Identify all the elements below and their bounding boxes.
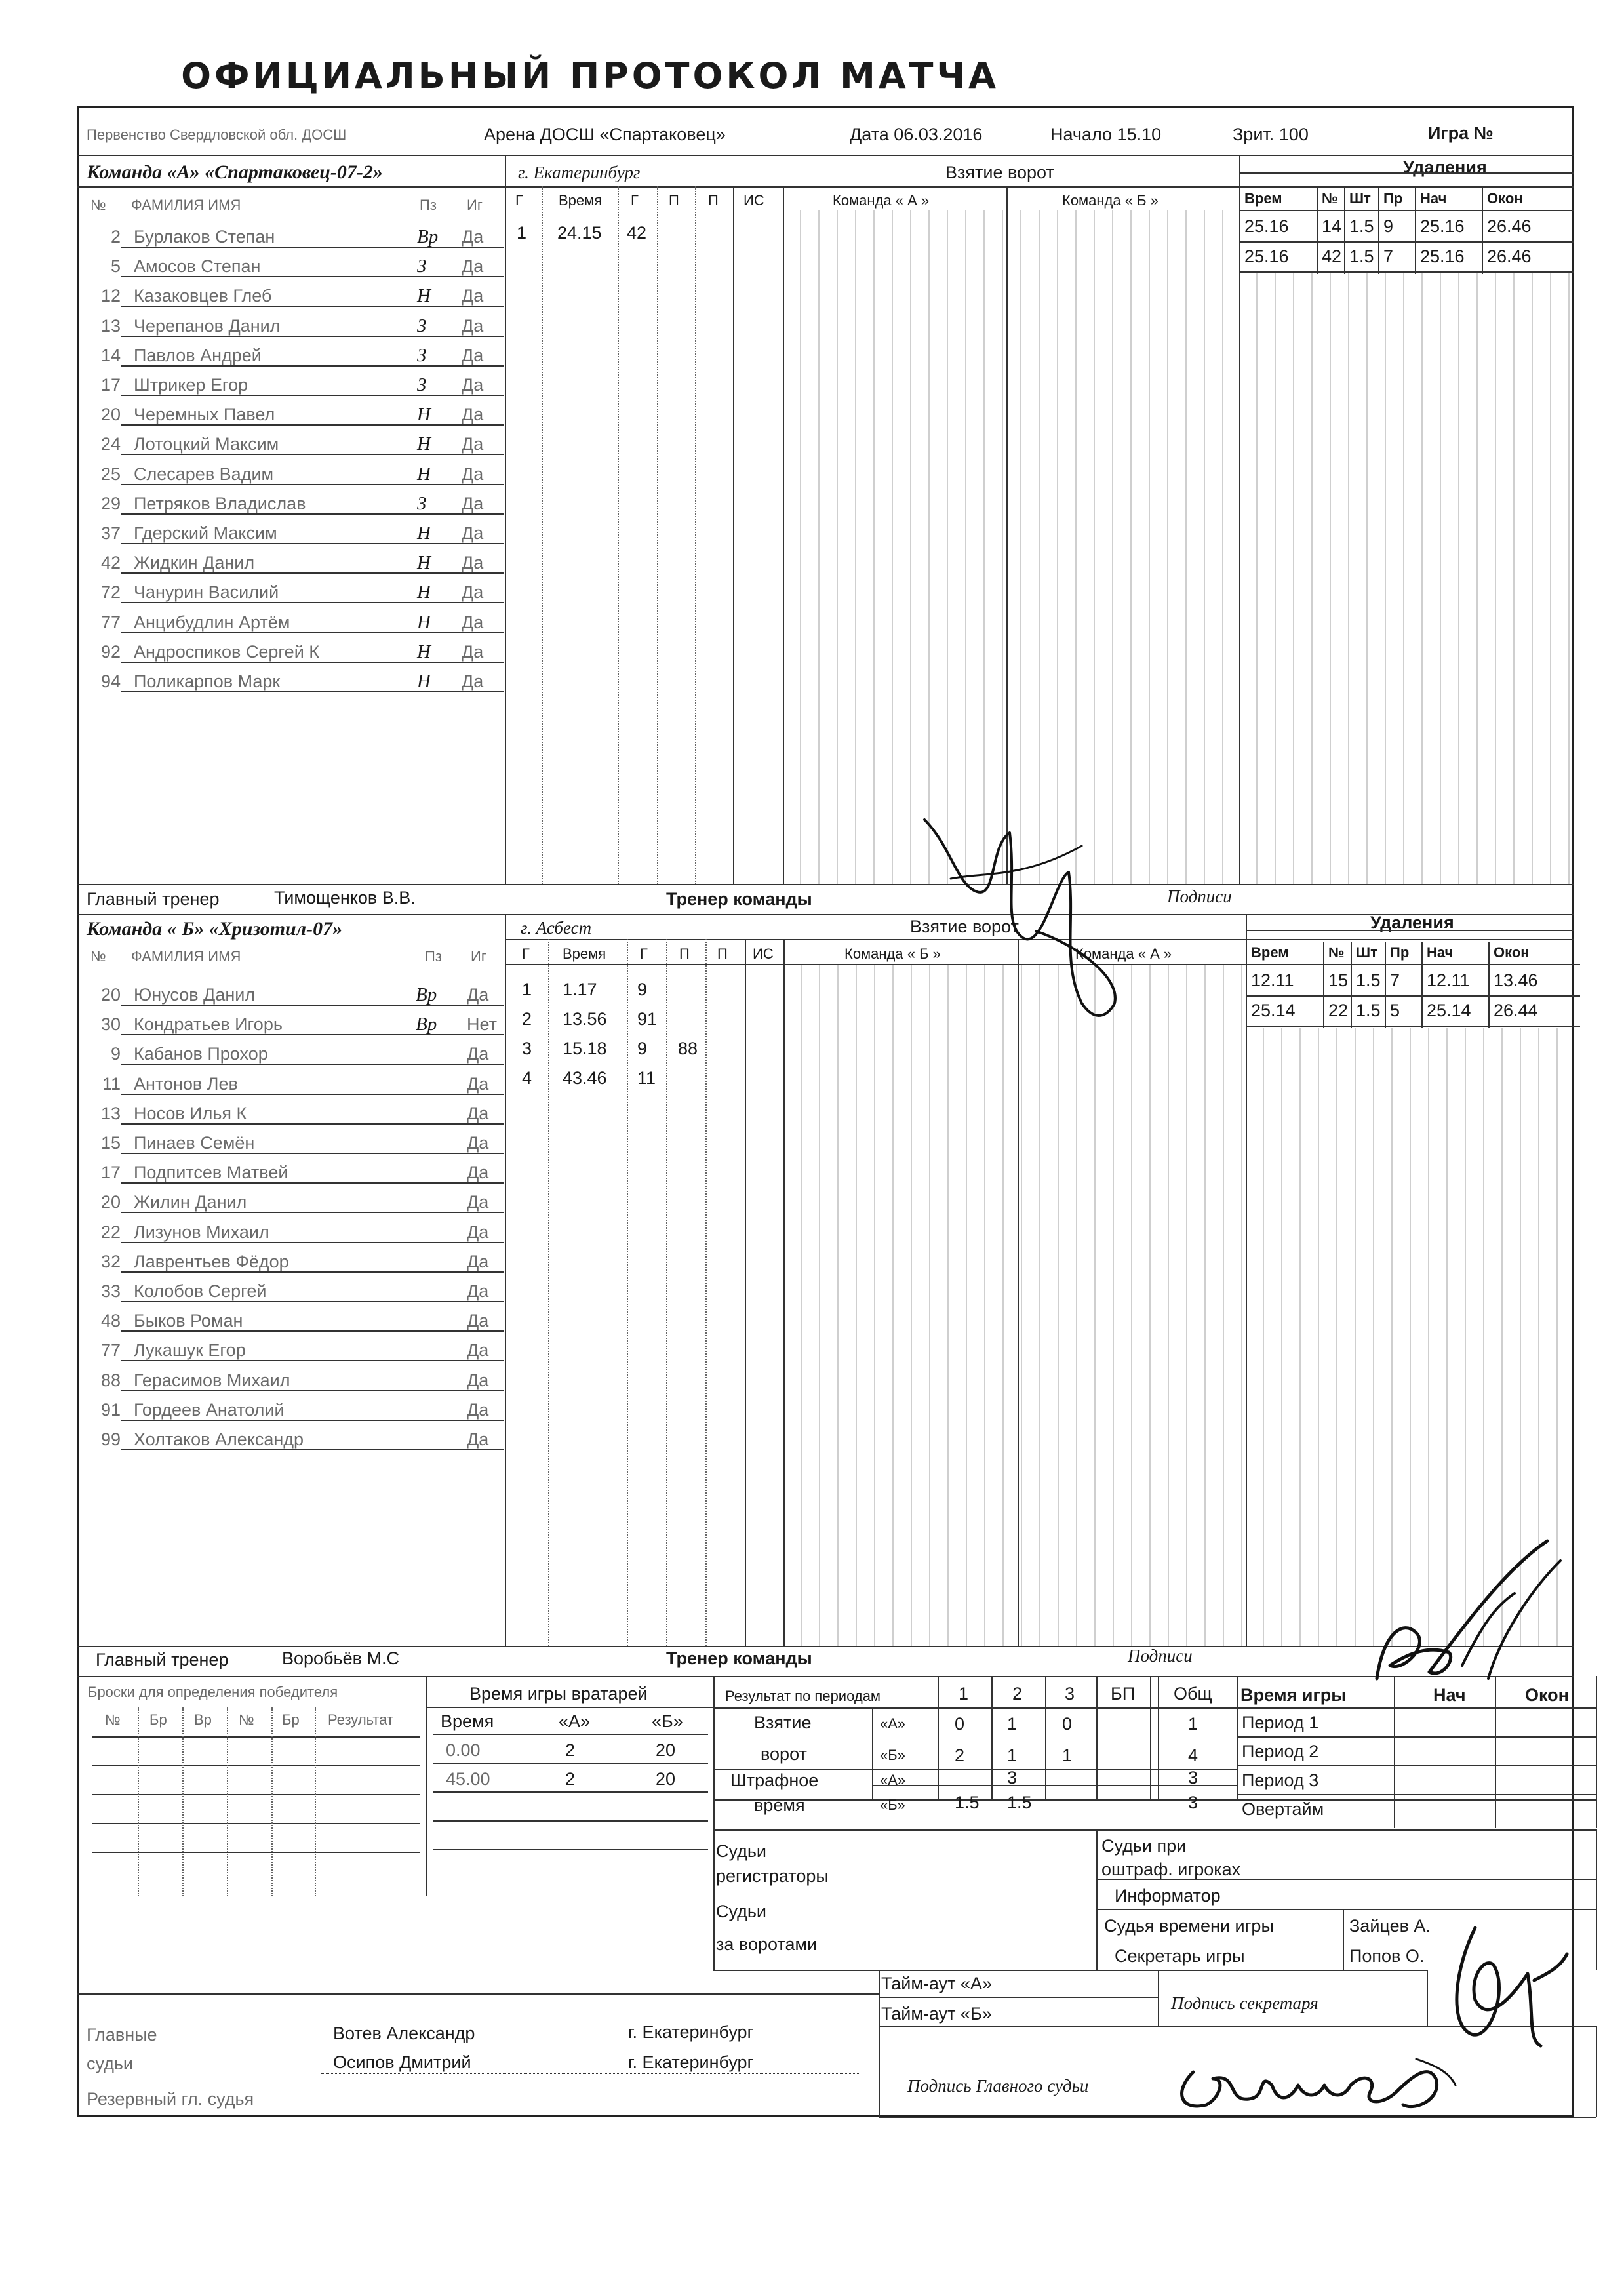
period-value: 1.5 [1007, 1793, 1032, 1812]
player-played: Да [462, 405, 484, 425]
player-name: Павлов Андрей [134, 345, 262, 365]
penalty-reason: 5 [1390, 1001, 1400, 1020]
team-b-city: г. Асбест [521, 918, 592, 938]
goals-team-a-mark: «А» [880, 1715, 906, 1732]
player-name: Петряков Владислав [134, 493, 306, 513]
player-name: Лотоцкий Максим [134, 434, 279, 454]
gk-b: 20 [656, 1769, 676, 1789]
team-a-goal-col-g: Г [515, 192, 523, 209]
player-played: Да [462, 434, 484, 454]
winner-column-header: Бр [282, 1711, 300, 1728]
goals-team-b-mark: «Б» [880, 1747, 905, 1763]
game-period-label: Период 1 [1242, 1713, 1319, 1732]
player-name: Пинаев Семён [134, 1133, 255, 1153]
coach-signature-b [1364, 1528, 1574, 1698]
player-position: З [417, 256, 427, 277]
player-name: Андроспиков Сергей К [134, 641, 319, 662]
period-column-header: БП [1111, 1684, 1136, 1704]
team-a-goal-team-b: Команда « Б » [1062, 192, 1159, 209]
player-position: Н [417, 285, 431, 307]
penalty-column-header: Шт [1349, 190, 1371, 207]
player-position: Вр [417, 226, 439, 247]
goals-label-2: ворот [761, 1744, 807, 1764]
period-value: 4 [1188, 1746, 1198, 1765]
team-b-penalties-header: Удаления [1370, 913, 1454, 932]
team-a-col-pos: Пз [420, 197, 437, 213]
penalty-column-header: Пр [1383, 190, 1403, 207]
penalty-time: 25.16 [1244, 216, 1289, 236]
penalty-column-header: № [1322, 190, 1338, 207]
timeout-a: Тайм-аут «А» [881, 1974, 993, 1993]
player-played: Да [462, 553, 484, 573]
spectators: Зрит. 100 [1233, 125, 1309, 144]
championship: Первенство Свердловской обл. ДОСШ [87, 127, 347, 143]
team-b-goal-team-a: Команда « А » [1075, 946, 1172, 962]
penalty-judges-2: оштраф. игроках [1101, 1860, 1241, 1879]
penalty-num: 15 [1328, 970, 1349, 990]
player-name: Холтаков Александр [134, 1429, 304, 1449]
player-name: Антонов Лев [134, 1073, 238, 1094]
period-value: 1.5 [955, 1793, 980, 1812]
player-name: Анцибудлин Артём [134, 612, 290, 632]
player-played: Да [462, 286, 484, 306]
player-name: Жилин Данил [134, 1192, 247, 1212]
ref1-city: г. Екатеринбург [628, 2022, 754, 2042]
player-number: 91 [100, 1399, 121, 1420]
player-position: Вр [416, 984, 437, 1005]
player-name: Герасимов Михаил [134, 1370, 290, 1390]
period-value: 0 [1062, 1714, 1073, 1734]
player-position: З [417, 492, 427, 514]
timekeeper-label: Судья времени игры [1104, 1916, 1274, 1936]
player-name: Лаврентьев Фёдор [134, 1251, 289, 1271]
start-time: Начало 15.10 [1050, 125, 1162, 144]
period-column-header: Общ [1174, 1684, 1212, 1704]
team-a-coach: Тимощенков В.В. [274, 888, 416, 908]
player-number: 17 [100, 1163, 121, 1183]
player-position: Н [417, 641, 431, 662]
penalty-num: 14 [1322, 216, 1342, 236]
goal-number: 1 [522, 980, 532, 999]
goal-number: 1 [517, 223, 527, 243]
player-number: 11 [102, 1073, 121, 1094]
team-b-goal-col-assist1: П [679, 946, 690, 962]
goal-time: 15.18 [563, 1039, 607, 1058]
team-b-goal-col-strength: ИС [753, 946, 774, 962]
player-played: Да [462, 375, 484, 395]
player-name: Лизунов Михаил [134, 1222, 269, 1242]
winner-column-header: Бр [149, 1711, 167, 1728]
team-b-team-coach-label: Тренер команды [666, 1648, 812, 1668]
penalty-end: 26.44 [1494, 1001, 1538, 1020]
penalty-end: 26.46 [1487, 216, 1532, 236]
player-played: Да [467, 1163, 489, 1183]
player-number: 72 [100, 582, 121, 603]
player-number: 29 [100, 493, 121, 513]
player-number: 20 [100, 405, 121, 425]
player-number: 32 [100, 1251, 121, 1271]
team-a-sign-label: Подписи [1167, 887, 1232, 906]
player-played: Да [467, 1222, 489, 1242]
player-position: Вр [416, 1014, 437, 1035]
penalty-num: 22 [1328, 1001, 1349, 1020]
player-played: Да [467, 1281, 489, 1301]
penalty-column-header: Нач [1420, 190, 1447, 207]
player-played: Да [467, 1429, 489, 1449]
pen-label-2: время [754, 1795, 805, 1815]
game-period-label: Овертайм [1242, 1799, 1324, 1819]
document-title: ОФИЦИАЛЬНЫЙ ПРОТОКОЛ МАТЧА [181, 55, 999, 96]
winner-column-header: Вр [194, 1711, 212, 1728]
player-played: Да [467, 1311, 489, 1331]
player-number: 30 [100, 1014, 121, 1035]
team-a-goal-team-a: Команда « А » [833, 192, 930, 209]
goal-time: 43.46 [563, 1068, 607, 1088]
player-number: 5 [110, 256, 121, 277]
player-position: Н [417, 523, 431, 544]
player-played: Нет [467, 1014, 497, 1035]
player-name: Колобов Сергей [134, 1281, 267, 1301]
player-position: Н [417, 463, 431, 485]
player-played: Да [467, 1103, 489, 1123]
player-position: Н [417, 433, 431, 455]
penalty-start: 25.16 [1420, 247, 1465, 266]
penalty-min: 1.5 [1356, 970, 1381, 990]
game-number: Игра № [1428, 123, 1494, 143]
pen-team-a-mark: «А» [880, 1772, 906, 1788]
goal-time: 24.15 [557, 223, 602, 243]
player-number: 15 [100, 1133, 121, 1153]
player-position: Н [417, 552, 431, 574]
coach-signature-a [911, 807, 1147, 1043]
winner-column-header: № [239, 1711, 254, 1728]
player-name: Лукашук Егор [134, 1340, 246, 1361]
team-b-coach: Воробьёв М.С [282, 1648, 399, 1668]
penalty-column-header: Окон [1487, 190, 1523, 207]
team-a-goal-col-scorer: Г [631, 192, 639, 209]
player-played: Да [467, 1370, 489, 1390]
goal-scorer: 91 [637, 1009, 658, 1029]
penalty-start: 12.11 [1427, 970, 1470, 990]
chief-referee-signature [1167, 2033, 1469, 2125]
team-b-col-played: Иг [471, 948, 486, 965]
time-col-start: Нач [1433, 1685, 1466, 1705]
team-b-col-num: № [90, 948, 106, 965]
period-value: 1 [1062, 1746, 1073, 1765]
period-column-header: 2 [1012, 1684, 1023, 1704]
team-a-penalties-header: Удаления [1403, 157, 1487, 177]
team-a-goal-col-strength: ИС [743, 192, 764, 209]
winner-column-header: Результат [328, 1711, 394, 1728]
period-value: 3 [1188, 1793, 1198, 1812]
team-b-goal-col-g: Г [522, 946, 530, 962]
goal-scorer: 42 [627, 223, 647, 243]
penalty-column-header: Пр [1390, 944, 1410, 961]
player-played: Да [462, 671, 484, 691]
penalty-min: 1.5 [1349, 247, 1374, 266]
time-header: Время игры [1240, 1685, 1347, 1705]
player-name: Поликарпов Марк [134, 671, 281, 691]
team-b-col-pos: Пз [425, 948, 442, 965]
player-number: 20 [100, 1192, 121, 1212]
gk-a: 2 [565, 1769, 576, 1789]
goal-number: 4 [522, 1068, 532, 1088]
player-number: 24 [100, 434, 121, 454]
player-number: 92 [100, 641, 121, 662]
gk-col-a: «А» [559, 1711, 591, 1731]
gk-col-time: Время [441, 1711, 494, 1731]
time-col-end: Окон [1525, 1685, 1569, 1705]
player-number: 20 [100, 985, 121, 1005]
game-period-label: Период 2 [1242, 1742, 1319, 1761]
period-value: 0 [955, 1714, 965, 1734]
period-value: 1 [1007, 1746, 1018, 1765]
player-number: 2 [110, 227, 121, 247]
penalty-time: 25.16 [1244, 247, 1289, 266]
player-played: Да [462, 256, 484, 277]
player-played: Да [462, 345, 484, 365]
gk-a: 2 [565, 1740, 576, 1760]
gk-time: 45.00 [446, 1769, 490, 1789]
main-refs-1: Главные [87, 2025, 157, 2045]
penalty-time: 25.14 [1251, 1001, 1296, 1020]
arena: Арена ДОСШ «Спартаковец» [484, 125, 726, 144]
player-number: 33 [100, 1281, 121, 1301]
penalty-time: 12.11 [1251, 970, 1294, 990]
player-number: 25 [100, 464, 121, 484]
registrars-1: Судьи [716, 1841, 767, 1861]
gk-time: 0.00 [446, 1740, 481, 1760]
team-b-goal-team-b: Команда « Б » [844, 946, 941, 962]
period-column-header: 1 [959, 1684, 969, 1704]
player-name: Гордеев Анатолий [134, 1399, 285, 1420]
penalty-column-header: Нач [1427, 944, 1454, 961]
player-number: 77 [100, 612, 121, 632]
player-name: Подпитсев Матвей [134, 1163, 288, 1183]
penalty-judges-1: Судьи при [1101, 1836, 1187, 1856]
player-played: Да [467, 1073, 489, 1094]
player-name: Черемных Павел [134, 405, 275, 425]
team-b-goal-col-scorer: Г [640, 946, 648, 962]
player-position: З [417, 315, 427, 336]
player-number: 48 [100, 1311, 121, 1331]
penalty-start: 25.16 [1420, 216, 1465, 236]
periods-header: Результат по периодам [725, 1688, 881, 1704]
team-b-sign-label: Подписи [1128, 1646, 1193, 1666]
team-b-goals-header: Взятие ворот [910, 917, 1019, 936]
goal-time: 13.56 [563, 1009, 607, 1029]
penalty-start: 25.14 [1427, 1001, 1471, 1020]
player-played: Да [462, 464, 484, 484]
player-number: 94 [100, 671, 121, 691]
player-name: Бурлаков Степан [134, 227, 275, 247]
goal-assist: 88 [678, 1039, 698, 1058]
ref2-city: г. Екатеринбург [628, 2052, 754, 2072]
goal-scorer: 9 [637, 980, 648, 999]
gk-b: 20 [656, 1740, 676, 1760]
player-played: Да [462, 493, 484, 513]
penalty-reason: 7 [1390, 970, 1400, 990]
player-played: Да [462, 227, 484, 247]
pen-label-1: Штрафное [730, 1770, 819, 1790]
player-played: Да [462, 315, 484, 336]
timeout-b: Тайм-аут «Б» [881, 2004, 992, 2024]
goal-scorer: 9 [637, 1039, 648, 1058]
period-value: 3 [1007, 1768, 1018, 1787]
player-name: Слесарев Вадим [134, 464, 274, 484]
player-number: 17 [100, 375, 121, 395]
team-b-col-name: ФАМИЛИЯ ИМЯ [131, 948, 241, 965]
penalty-column-header: № [1328, 944, 1345, 961]
team-a-col-name: ФАМИЛИЯ ИМЯ [131, 197, 241, 213]
period-value: 2 [955, 1746, 965, 1765]
period-value: 1 [1007, 1714, 1018, 1734]
team-a-goal-col-assist2: П [708, 192, 719, 209]
player-played: Да [467, 1192, 489, 1212]
winner-column-header: № [105, 1711, 121, 1728]
player-name: Быков Роман [134, 1311, 243, 1331]
player-played: Да [467, 1251, 489, 1271]
goal-number: 3 [522, 1039, 532, 1058]
penalty-column-header: Врем [1251, 944, 1289, 961]
penalty-column-header: Врем [1244, 190, 1282, 207]
team-a-col-played: Иг [467, 197, 483, 213]
team-a-label: Команда «А» «Спартаковец-07-2» [87, 161, 383, 183]
secretary-sign-label: Подпись секретаря [1171, 1993, 1318, 2013]
period-value: 1 [1188, 1714, 1198, 1734]
ref1-name: Вотев Александр [333, 2024, 475, 2043]
secretary-label: Секретарь игры [1115, 1946, 1245, 1966]
player-name: Гдерский Максим [134, 523, 277, 543]
penalty-column-header: Шт [1356, 944, 1377, 961]
player-number: 12 [100, 286, 121, 306]
main-refs-2: судьи [87, 2054, 134, 2073]
player-played: Да [467, 1044, 489, 1064]
player-name: Жидкин Данил [134, 553, 255, 573]
registrars-2: регистраторы [716, 1866, 829, 1886]
ref2-name: Осипов Дмитрий [333, 2052, 471, 2072]
player-position: З [417, 344, 427, 366]
penalty-reason: 9 [1383, 216, 1394, 236]
player-position: З [417, 374, 427, 395]
player-position: Н [417, 671, 431, 692]
match-date: Дата 06.03.2016 [850, 125, 983, 144]
player-played: Да [462, 582, 484, 603]
player-position: Н [417, 404, 431, 426]
reserve-ref: Резервный гл. судья [87, 2089, 254, 2109]
goal-judges-2: за воротами [716, 1934, 818, 1954]
player-number: 13 [100, 1103, 121, 1123]
secretary-name: Попов О. [1349, 1946, 1425, 1966]
informer: Информатор [1115, 1886, 1221, 1906]
player-name: Штрикер Егор [134, 375, 248, 395]
game-period-label: Период 3 [1242, 1770, 1319, 1790]
player-played: Да [462, 612, 484, 632]
player-played: Да [467, 985, 489, 1005]
team-a-team-coach-label: Тренер команды [666, 889, 812, 909]
player-number: 77 [100, 1340, 121, 1361]
team-b-coach-label: Главный тренер [96, 1650, 229, 1669]
team-a-goal-col-assist1: П [669, 192, 679, 209]
player-position: Н [417, 611, 431, 633]
penalty-column-header: Окон [1494, 944, 1530, 961]
team-a-goal-col-time: Время [559, 192, 603, 209]
winner-header: Броски для определения победителя [88, 1684, 338, 1700]
player-number: 42 [100, 553, 121, 573]
player-name: Черепанов Данил [134, 315, 281, 336]
player-number: 14 [100, 345, 121, 365]
penalty-reason: 7 [1383, 247, 1394, 266]
goal-number: 2 [522, 1009, 532, 1029]
player-played: Да [462, 523, 484, 543]
period-column-header: 3 [1065, 1684, 1075, 1704]
player-played: Да [467, 1133, 489, 1153]
chief-sign-label: Подпись Главного судьи [907, 2076, 1089, 2096]
period-value: 3 [1188, 1768, 1198, 1787]
player-played: Да [467, 1399, 489, 1420]
player-played: Да [462, 641, 484, 662]
gk-col-b: «Б» [652, 1711, 683, 1731]
player-number: 9 [110, 1044, 121, 1064]
team-a-col-num: № [90, 197, 106, 213]
player-number: 37 [100, 523, 121, 543]
team-a-city: г. Екатеринбург [518, 163, 641, 182]
player-number: 22 [100, 1222, 121, 1242]
player-name: Казаковцев Глеб [134, 286, 272, 306]
goal-judges-1: Судьи [716, 1902, 767, 1921]
player-name: Амосов Степан [134, 256, 261, 277]
pen-team-b-mark: «Б» [880, 1797, 905, 1813]
goal-time: 1.17 [563, 980, 597, 999]
penalty-min: 1.5 [1349, 216, 1374, 236]
player-number: 13 [100, 315, 121, 336]
team-a-goals-header: Взятие ворот [945, 163, 1054, 182]
player-position: Н [417, 582, 431, 603]
player-played: Да [467, 1340, 489, 1361]
goals-label-1: Взятие [754, 1713, 812, 1732]
team-b-goal-col-assist2: П [717, 946, 728, 962]
penalty-end: 26.46 [1487, 247, 1532, 266]
player-name: Кабанов Прохор [134, 1044, 268, 1064]
player-number: 99 [100, 1429, 121, 1449]
goal-scorer: 11 [637, 1068, 656, 1088]
player-number: 88 [100, 1370, 121, 1390]
gk-header: Время игры вратарей [469, 1684, 648, 1704]
team-b-label: Команда « Б» «Хризотил-07» [87, 918, 343, 940]
player-name: Юнусов Данил [134, 985, 256, 1005]
penalty-end: 13.46 [1494, 970, 1538, 990]
team-b-goal-col-time: Время [563, 946, 606, 962]
penalty-min: 1.5 [1356, 1001, 1381, 1020]
penalty-num: 42 [1322, 247, 1342, 266]
player-name: Кондратьев Игорь [134, 1014, 283, 1035]
team-a-coach-label: Главный тренер [87, 889, 220, 909]
timekeeper-name: Зайцев А. [1349, 1916, 1431, 1936]
player-name: Носов Илья К [134, 1103, 247, 1123]
player-name: Чанурин Василий [134, 582, 279, 603]
